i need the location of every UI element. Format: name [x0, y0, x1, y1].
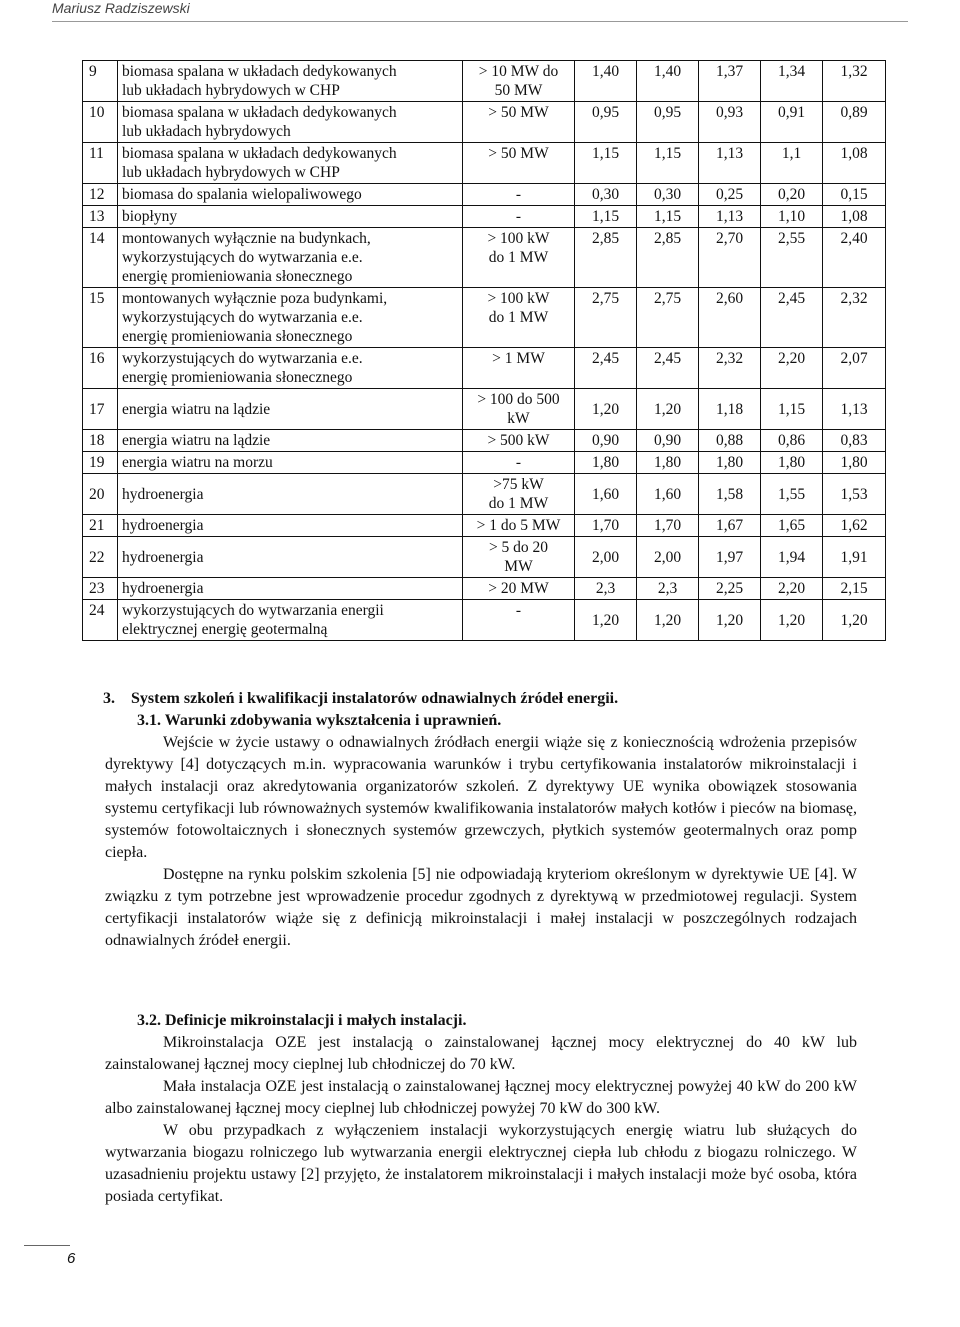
coefficient-cell: 1,40 [575, 61, 637, 102]
coefficient-cell: 1,13 [699, 143, 761, 184]
coefficient-cell: 1,13 [699, 206, 761, 228]
coefficient-cell: 2,20 [761, 578, 823, 600]
source-type-cell [118, 228, 463, 288]
coefficient-cell: 1,70 [637, 515, 699, 537]
coefficient-cell: 2,07 [823, 348, 886, 389]
table-row [83, 228, 886, 288]
table-row [83, 600, 886, 641]
coefficient-cell: 0,90 [575, 430, 637, 452]
support-rates-table [82, 60, 886, 641]
coefficient-cell: 1,80 [575, 452, 637, 474]
coefficient-cell: 0,91 [761, 102, 823, 143]
coefficient-cell: 1,20 [637, 389, 699, 430]
coefficient-cell: 2,45 [575, 348, 637, 389]
table-body [83, 61, 886, 641]
power-range-cell [463, 600, 575, 641]
coefficient-cell: 1,62 [823, 515, 886, 537]
power-range-line: > 500 kW [487, 432, 550, 449]
source-type-line: energia wiatru na lądzie [122, 400, 271, 418]
source-type-line: biomasa do spalania wielopaliwowego [122, 186, 362, 203]
power-range-line: > 50 MW [488, 145, 549, 162]
power-range-line: do 1 MW [488, 309, 549, 326]
power-range-line: > 20 MW [488, 580, 549, 597]
coefficient-cell: 2,3 [575, 578, 637, 600]
source-type-cell [118, 288, 463, 348]
coefficient-cell: 0,95 [575, 102, 637, 143]
power-range-line: 50 MW [494, 82, 543, 99]
coefficient-cell: 1,60 [637, 474, 699, 515]
power-range-cell [463, 515, 575, 537]
coefficient-cell: 1,94 [761, 537, 823, 578]
table-row [83, 143, 886, 184]
row-number: 24 [83, 600, 118, 641]
source-type-line: montowanych wyłącznie poza budynkami, [122, 290, 388, 307]
power-range-cell [463, 537, 575, 578]
table-row [83, 452, 886, 474]
row-number: 9 [83, 61, 118, 102]
power-range-cell [463, 102, 575, 143]
coefficient-cell: 1,15 [575, 206, 637, 228]
source-type-line: hydroenergia [122, 485, 204, 503]
source-type-line: energię promieniowania słonecznego [122, 369, 353, 386]
row-number: 22 [83, 537, 118, 578]
coefficient-cell: 1,34 [761, 61, 823, 102]
table-row [83, 206, 886, 228]
section-3-2 [105, 1010, 857, 1208]
power-range-cell [463, 348, 575, 389]
coefficient-cell: 1,08 [823, 206, 886, 228]
power-range-line: > 10 MW do [478, 63, 559, 80]
source-type-cell [118, 143, 463, 184]
paragraph: Wejście w życie ustawy o odnawialnych źródłach energii wiąże się z koniecznością wdrożenia przepisów dyrektywy [4] dotyczących m.in. wypracowania warunków i trybu certyfikowania instalatorów mikroinstalacji i małych instalacji oraz akredytowania organizatorów szkoleń. Z dyrektywy UE wynika obowiązek stosowania systemu certyfikacji lub równoważnych systemów kwalifikowania instalatorów małych kotłów i pieców na biomasę, systemów fotowoltaicznych i słonecznych systemów grzewczych, płytkich systemów geotermalnych oraz pomp ciepła. [105, 734, 857, 861]
source-type-line: hydroenergia [122, 548, 204, 566]
coefficient-cell: 1,70 [575, 515, 637, 537]
table-row [83, 288, 886, 348]
coefficient-cell: 2,75 [637, 288, 699, 348]
paragraph: Dostępne na rynku polskim szkolenia [5] nie odpowiadają kryteriom określonym w dyrektywie UE [4]. W związku z tym potrzebne jest wprowadzenie procedur zgodnych z dyrektywą w przedmiotowej regulacji. System certyfikacji instalatorów wiąże się z definicją mikroinstalacji i małej instalacji w poszczególnych rodzajach odnawialnych źródeł energii. [105, 866, 857, 949]
coefficient-cell: 1,40 [637, 61, 699, 102]
coefficient-cell: 1,80 [637, 452, 699, 474]
coefficient-cell: 2,60 [699, 288, 761, 348]
source-type-line: biomasa spalana w układach dedykowanych [122, 104, 397, 121]
subsection-heading-3-1: 3.1. Warunki zdobywania wykształcenia i uprawnień. [137, 712, 502, 729]
table-row [83, 389, 886, 430]
coefficient-cell: 2,00 [575, 537, 637, 578]
table-row [83, 474, 886, 515]
coefficient-cell: 1,80 [823, 452, 886, 474]
coefficient-cell: 1,67 [699, 515, 761, 537]
row-number: 10 [83, 102, 118, 143]
power-range-line: - [515, 454, 522, 471]
source-type-line: wykorzystujących do wytwarzania e.e. [122, 309, 363, 326]
power-range-line: > 100 do 500 [477, 391, 560, 408]
coefficient-cell: 2,85 [637, 228, 699, 288]
coefficient-cell: 1,08 [823, 143, 886, 184]
table-row [83, 184, 886, 206]
row-number: 18 [83, 430, 118, 452]
row-number: 21 [83, 515, 118, 537]
source-type-line: wykorzystujących do wytwarzania e.e. [122, 350, 363, 367]
coefficient-cell: 1,97 [699, 537, 761, 578]
coefficient-cell: 2,3 [637, 578, 699, 600]
power-range-cell [463, 288, 575, 348]
power-range-line: > 100 kW [487, 290, 550, 307]
coefficient-cell: 0,20 [761, 184, 823, 206]
source-type-line: wykorzystujących do wytwarzania energii [122, 602, 384, 619]
row-number: 12 [83, 184, 118, 206]
power-range-cell [463, 430, 575, 452]
power-range-line: > 1 MW [492, 350, 545, 367]
coefficient-cell: 0,86 [761, 430, 823, 452]
coefficient-cell: 1,58 [699, 474, 761, 515]
power-range-line: - [515, 186, 522, 203]
coefficient-cell: 1,20 [575, 600, 637, 641]
paragraph: Mała instalacja OZE jest instalacją o zainstalowanej łącznej mocy elektrycznej powyżej 40 kW do 200 kW albo zainstalowanej łącznej mocy cieplnej lub chłodniczej powyżej 70 kW do 300 kW. [105, 1078, 857, 1117]
row-number: 15 [83, 288, 118, 348]
coefficient-cell: 0,30 [575, 184, 637, 206]
coefficient-cell: 1,20 [575, 389, 637, 430]
source-type-cell [118, 389, 463, 430]
coefficient-cell: 0,95 [637, 102, 699, 143]
coefficient-cell: 0,93 [699, 102, 761, 143]
table-row [83, 348, 886, 389]
power-range-line: do 1 MW [488, 495, 549, 512]
coefficient-cell: 2,00 [637, 537, 699, 578]
source-type-cell [118, 430, 463, 452]
table-row [83, 515, 886, 537]
source-type-line: biopłyny [122, 208, 178, 225]
coefficient-cell: 1,13 [823, 389, 886, 430]
source-type-line: biomasa spalana w układach dedykowanych [122, 63, 397, 80]
source-type-line: biomasa spalana w układach dedykowanych [122, 145, 397, 162]
power-range-line: > 1 do 5 MW [476, 517, 561, 534]
source-type-cell [118, 474, 463, 515]
source-type-cell [118, 184, 463, 206]
section-heading: 3. System szkoleń i kwalifikacji instalatorów odnawialnych źródeł energii. [103, 690, 619, 707]
power-range-cell [463, 228, 575, 288]
source-type-line: energia wiatru na lądzie [122, 432, 271, 449]
source-type-line: hydroenergia [122, 517, 204, 534]
source-type-cell [118, 537, 463, 578]
coefficient-cell: 2,45 [761, 288, 823, 348]
source-type-cell [118, 61, 463, 102]
coefficient-cell: 2,55 [761, 228, 823, 288]
source-type-line: montowanych wyłącznie na budynkach, [122, 230, 371, 247]
power-range-line: kW [507, 410, 530, 427]
coefficient-cell: 1,15 [575, 143, 637, 184]
table-row [83, 537, 886, 578]
table-row [83, 102, 886, 143]
coefficient-cell: 1,80 [699, 452, 761, 474]
source-type-cell [118, 206, 463, 228]
power-range-cell [463, 184, 575, 206]
coefficient-cell: 1,20 [761, 600, 823, 641]
coefficient-cell: 0,30 [637, 184, 699, 206]
coefficient-cell: 1,15 [637, 143, 699, 184]
power-range-cell [463, 389, 575, 430]
coefficient-cell: 1,65 [761, 515, 823, 537]
table-row [83, 61, 886, 102]
coefficient-cell: 0,89 [823, 102, 886, 143]
source-type-cell [118, 515, 463, 537]
source-type-cell [118, 600, 463, 641]
power-range-cell [463, 578, 575, 600]
power-range-line: MW [504, 558, 533, 575]
power-range-line: - [515, 602, 522, 619]
source-type-line: wykorzystujących do wytwarzania e.e. [122, 249, 363, 266]
row-number: 11 [83, 143, 118, 184]
source-type-line: energię promieniowania słonecznego [122, 328, 353, 345]
power-range-line: do 1 MW [488, 249, 549, 266]
coefficient-cell: 1,1 [761, 143, 823, 184]
power-range-line: - [515, 208, 522, 225]
coefficient-cell: 2,85 [575, 228, 637, 288]
power-range-line: > 50 MW [488, 104, 549, 121]
power-range-line: > 5 do 20 [488, 539, 549, 556]
power-range-cell [463, 206, 575, 228]
coefficient-cell: 1,53 [823, 474, 886, 515]
coefficient-cell: 1,20 [699, 600, 761, 641]
paragraph: Mikroinstalacja OZE jest instalacją o zainstalowanej łącznej mocy elektrycznej do 40 kW lub zainstalowanej łącznej mocy cieplnej lub chłodniczej do 70 kW. [105, 1034, 857, 1073]
header-divider [52, 21, 908, 22]
power-range-cell [463, 143, 575, 184]
row-number: 20 [83, 474, 118, 515]
source-type-cell [118, 348, 463, 389]
coefficient-cell: 1,37 [699, 61, 761, 102]
paragraph: W obu przypadkach z wyłączeniem instalacji wykorzystujących energię wiatru lub służących do wytwarzania biogazu rolniczego lub wytwarzania energii elektrycznej ciepła lub chłodu z biogazu rolniczego. W uzasadnieniu projektu ustawy [2] przyjęto, że instalatorem mikroinstalacji i małych instalacji może być osoba, która posiada certyfikat. [105, 1122, 857, 1205]
source-type-cell [118, 102, 463, 143]
coefficient-cell: 1,20 [823, 600, 886, 641]
source-type-line: lub układach hybrydowych [122, 123, 291, 140]
row-number: 17 [83, 389, 118, 430]
row-number: 16 [83, 348, 118, 389]
power-range-line: > 100 kW [487, 230, 550, 247]
row-number: 19 [83, 452, 118, 474]
coefficient-cell: 2,25 [699, 578, 761, 600]
coefficient-cell: 1,32 [823, 61, 886, 102]
source-type-line: elektrycznej energię geotermalną [122, 621, 328, 638]
coefficient-cell: 1,20 [637, 600, 699, 641]
row-number: 23 [83, 578, 118, 600]
power-range-cell [463, 474, 575, 515]
power-range-line: >75 kW [493, 476, 544, 493]
coefficient-cell: 2,75 [575, 288, 637, 348]
footer-divider [24, 1245, 70, 1246]
coefficient-cell: 1,80 [761, 452, 823, 474]
coefficient-cell: 1,10 [761, 206, 823, 228]
coefficient-cell: 0,15 [823, 184, 886, 206]
source-type-line: lub układach hybrydowych w CHP [122, 164, 340, 181]
row-number: 14 [83, 228, 118, 288]
coefficient-cell: 2,32 [699, 348, 761, 389]
coefficient-cell: 1,15 [637, 206, 699, 228]
page-number: 6 [67, 1250, 76, 1267]
coefficient-cell: 2,15 [823, 578, 886, 600]
source-type-line: hydroenergia [122, 580, 204, 597]
coefficient-cell: 1,15 [761, 389, 823, 430]
table-row [83, 578, 886, 600]
row-number: 13 [83, 206, 118, 228]
coefficient-cell: 1,91 [823, 537, 886, 578]
coefficient-cell: 2,32 [823, 288, 886, 348]
coefficient-cell: 0,90 [637, 430, 699, 452]
coefficient-cell: 0,83 [823, 430, 886, 452]
section-3 [105, 688, 857, 952]
source-type-cell [118, 578, 463, 600]
coefficient-cell: 2,40 [823, 228, 886, 288]
coefficient-cell: 1,18 [699, 389, 761, 430]
coefficient-cell: 2,20 [761, 348, 823, 389]
coefficient-cell: 2,70 [699, 228, 761, 288]
table-row [83, 430, 886, 452]
source-type-line: lub układach hybrydowych w CHP [122, 82, 340, 99]
coefficient-cell: 0,88 [699, 430, 761, 452]
power-range-cell [463, 452, 575, 474]
coefficient-cell: 1,60 [575, 474, 637, 515]
coefficient-cell: 0,25 [699, 184, 761, 206]
subsection-heading-3-2: 3.2. Definicje mikroinstalacji i małych instalacji. [137, 1012, 467, 1029]
power-range-cell [463, 61, 575, 102]
source-type-line: energię promieniowania słonecznego [122, 268, 353, 285]
source-type-line: energia wiatru na morzu [122, 454, 273, 471]
coefficient-cell: 2,45 [637, 348, 699, 389]
running-head-author: Mariusz Radziszewski [52, 0, 190, 16]
source-type-cell [118, 452, 463, 474]
coefficient-cell: 1,55 [761, 474, 823, 515]
